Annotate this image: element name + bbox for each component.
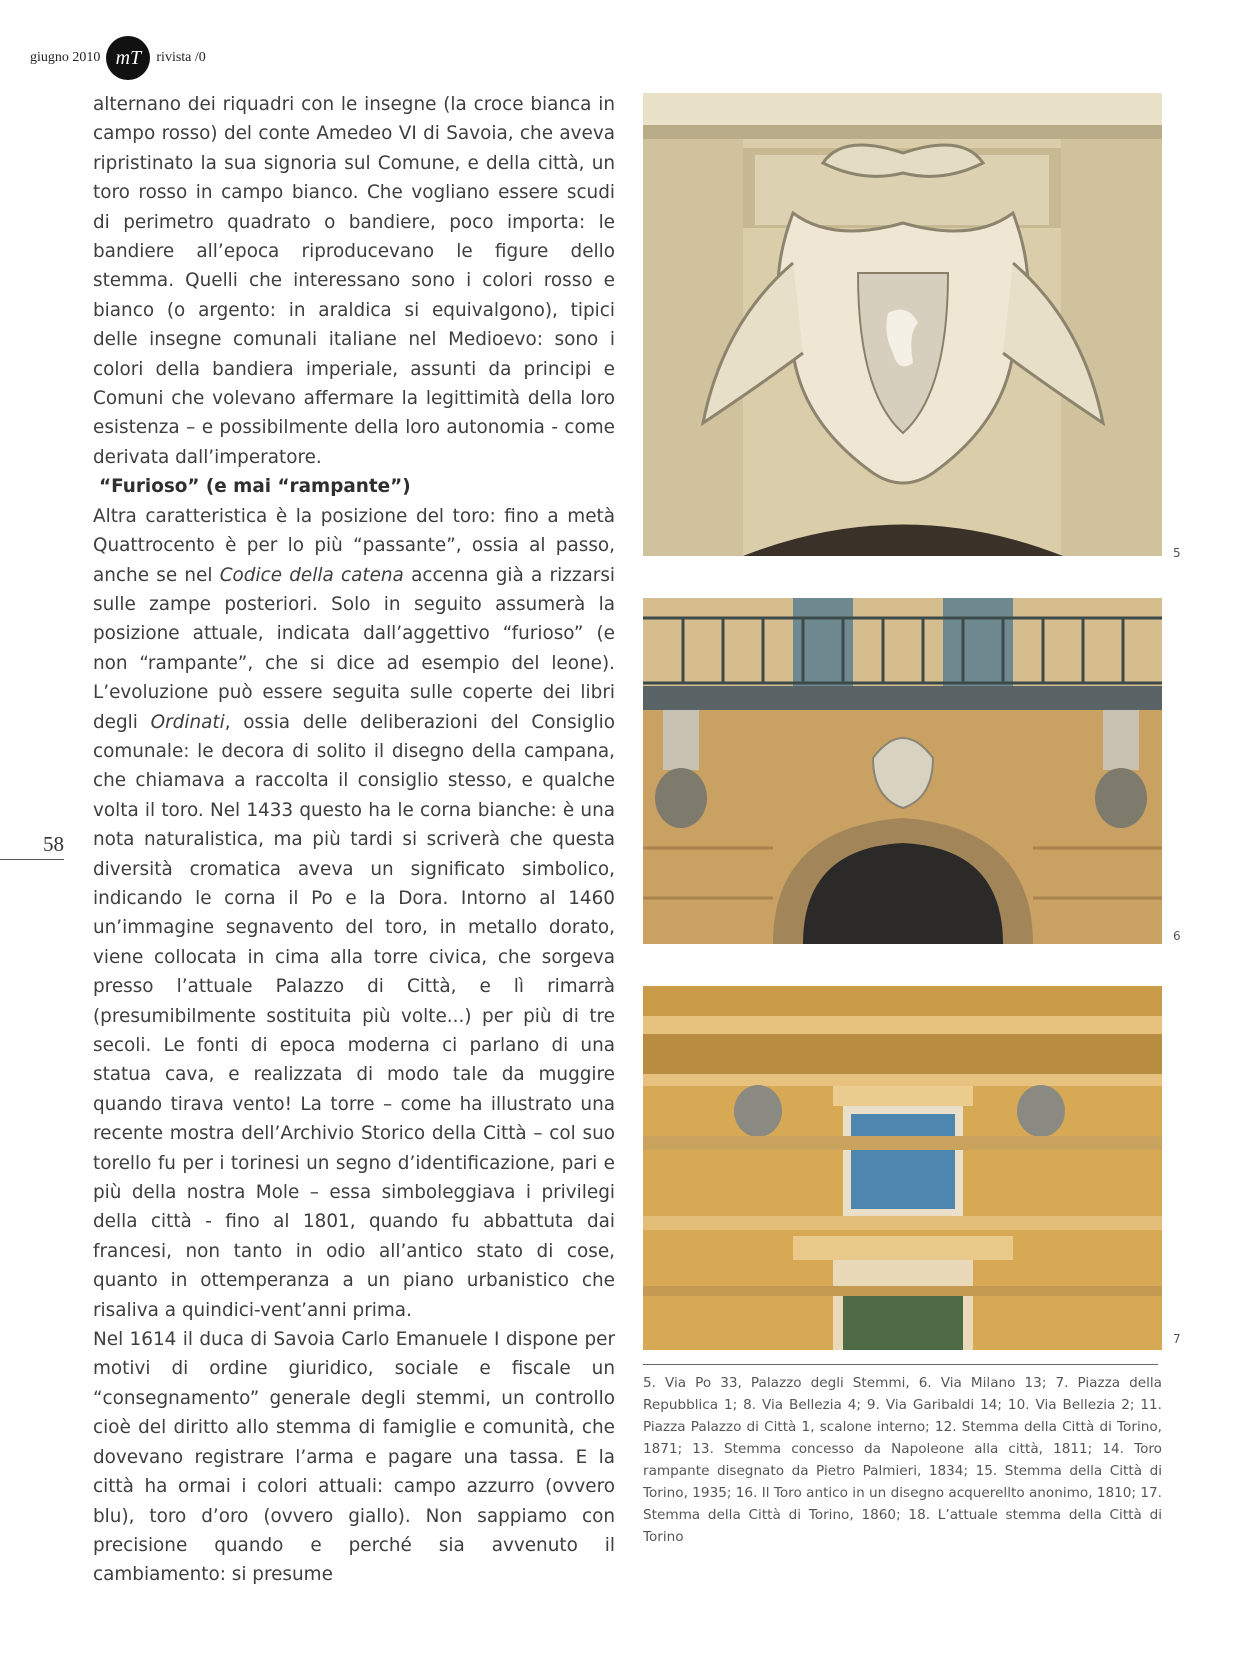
article-body [93,90,615,1590]
issue-date: giugno 2010 [30,50,101,65]
page-header [30,36,206,80]
photo-number-5: 5 [1173,546,1181,560]
photo-number-6: 6 [1173,929,1181,943]
page-number: 58 [0,832,64,860]
photo-number-7: 7 [1173,1332,1181,1346]
photo-facade [643,986,1162,1350]
section-heading: “Furioso” (e mai “rampante”) [99,476,411,498]
issue-label: rivista /0 [156,50,206,65]
italic-title-ordinati: Ordinati [150,711,225,733]
magazine-logo: mT [106,36,150,80]
photo-balcony [643,598,1162,944]
photo-caption: 5. Via Po 33, Palazzo degli Stemmi, 6. Via Milano 13; 7. Piazza della Repubblica 1; 8. Via Bellezia 4; 9. Via Garibaldi 14; 10. Via Bellezia 2; 11. Piazza Palazzo di Città 1, scalone interno; 12. Stemma della Città di Torino, 1871; 13. Stemma concesso da Napoleone alla città, 1811; 14. Toro rampante disegnato da Pietro Palmieri, 1834; 15. Stemma della Città di Torino, 1935; 16. Il Toro antico in un disegno acquerellto anonimo, 1810; 17. Stemma della Città di Torino, 1860; 18. L’attuale stemma della Città di Torino [643,1375,1162,1545]
italic-title-codice: Codice della catena [219,564,404,586]
caption-divider [643,1364,1158,1365]
photo-coat-of-arms [643,93,1162,556]
paragraph-3: Nel 1614 il duca di Savoia Carlo Emanuele I dispone per motivi di ordine giuridico, sociale e fiscale un “consegnamento” generale degli stemmi, un controllo cioè del diritto allo stemma di famiglie e comunità, che dovevano registrare l’arma e pagare una tassa. E la città ha ormai i colori attuali: campo azzurro (ovvero blu), toro d’oro (ovvero giallo). Non sappiamo con precisione quando e perché sia avvenuto il cambiamento: si presume [93,1329,615,1586]
paragraph-1: alternano dei riquadri con le insegne (la croce bianca in campo rosso) del conte Amedeo VI di Savoia, che aveva ripristinato la sua signoria sul Comune, e della città, un toro rosso in campo bianco. Che vogliano essere scudi di perimetro quadrato o bandiere, poco importa: le bandiere all’epoca riproducevano le figure dello stemma. Quelli che interessano sono i colori rosso e bianco (o argento: in araldica si equivalgono), tipici delle insegne comunali italiane nel Medioevo: sono i colori della bandiera imperiale, assunti da principi e Comuni che volevano affermare la legittimità della loro esistenza – e possibilmente della loro autonomia - come derivata dall’imperatore. [93,94,615,468]
paragraph-2: Altra caratteristica è la posizione del toro: fino a metà Quattrocento è per lo più “passante”, ossia al passo, anche se nel Codice della catena accenna già a rizzarsi sulle zampe posteriori. Solo in seguito assumerà la posizione attuale, indicata dall’aggettivo “furioso” (e non “rampante”, che si dice ad esempio del leone). L’evoluzione può essere seguita sulle coperte dei libri degli Ordinati, ossia delle deliberazioni del Consiglio comunale: le decora di solito il disegno della campana, che chiamava a raccolta il consiglio stesso, e qualche volta il toro. Nel 1433 questo ha le corna bianche: è una nota naturalistica, ma più tardi si scriverà che questa diversità cromatica aveva un significato simbolico, indicando le corna il Po e la Dora. Intorno al 1460 un’immagine segnavento del toro, in metallo dorato, viene collocata in cima alla torre civica, che sorgeva presso l’attuale Palazzo di Città, e lì rimarrà (presumibilmente sostituita più volte...) per più di tre secoli. Le fonti di epoca moderna ci parlano di una statua cava, e realizzata di modo tale da muggire quando tirava vento! La torre – come ha illustrato una recente mostra dell’Archivio Storico della Città – col suo torello fu per i torinesi un segno d’identificazione, pari e più della nostra Mole – essa simboleggiava i privilegi della città - fino al 1801, quando fu abbattuta dai francesi, non tanto in odio all’antico stato di cose, quanto in ottemperanza a un piano urbanistico che risaliva a quindici-vent’anni prima. [93,505,616,1321]
